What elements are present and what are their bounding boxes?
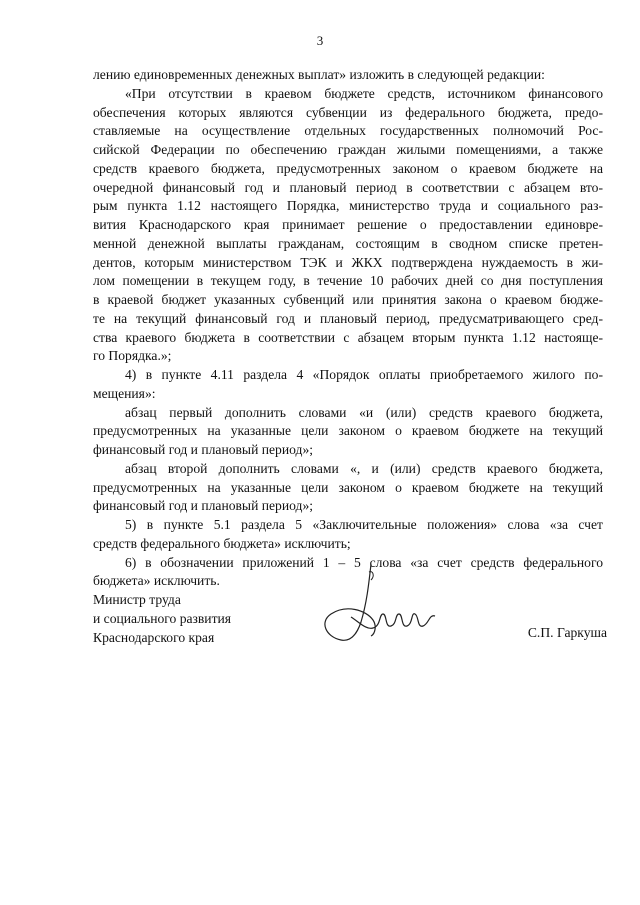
text-line: очередной финансовый год и плановый период в соответствии с абзацем вто- <box>93 179 603 195</box>
text-line: средств федерального бюджета» исключить; <box>93 535 351 551</box>
paragraph <box>93 85 603 366</box>
document-body <box>93 66 603 591</box>
text-line: в краевой бюджет указанных субвенций или принятия закона о краевом бюдже- <box>93 292 603 307</box>
text-line: предусмотренных на указанные цели законом о краевом бюджете на текущий <box>93 423 603 439</box>
signatory-title-line: Министр труда <box>93 592 181 607</box>
text-line: лению единовременных денежных выплат» изложить в следующей редакции: <box>93 67 545 82</box>
signatory-name: С.П. Гаркуша <box>527 625 607 640</box>
text-line: финансовый год и плановый период»; <box>93 442 314 457</box>
paragraph <box>93 366 603 404</box>
paragraph <box>93 516 603 554</box>
text-line: рым пункта 1.12 настоящего Порядка, министерство труда и социального раз- <box>93 198 603 214</box>
text-line: финансовый год и плановый период»; <box>93 498 314 514</box>
text-line: 4) в пункте 4.11 раздела 4 «Порядок оплаты приобретаемого жилого по- <box>125 367 603 382</box>
text-line: мещения»: <box>93 385 156 401</box>
page-number: 3 <box>316 33 324 48</box>
text-line: 5) в пункте 5.1 раздела 5 «Заключительные положения» слова «за счет <box>125 517 603 532</box>
text-line: абзац второй дополнить словами «, и (или) средств краевого бюджета, <box>125 460 603 476</box>
signatory-title-line: и социального развития <box>93 611 232 626</box>
text-line: обеспечения которых являются субвенции из федерального бюджета, предо- <box>93 104 603 120</box>
text-line: те на текущий финансовый год и плановый период, предусматривающего сред- <box>93 310 603 326</box>
text-line: «При отсутствии в краевом бюджете средств, источником финансового <box>125 85 603 101</box>
text-line: абзац первый дополнить словами «и (или) средств краевого бюджета, <box>125 404 603 420</box>
handwritten-signature <box>311 562 441 652</box>
signature-block <box>93 590 613 680</box>
text-line: вития Краснодарского края принимает решение о предоставлении единовре- <box>93 217 603 232</box>
text-line: дентов, которым министерством ТЭК и ЖКХ подтверждена нуждаемость в жи- <box>93 254 603 270</box>
text-line: менной денежной выплаты гражданам, состоящим в сводном списке претен- <box>93 235 603 251</box>
paragraph <box>93 460 603 516</box>
text-line: ства краевого бюджета в соответствии с абзацем вторым пункта 1.12 настояще- <box>93 329 603 345</box>
paragraph <box>93 404 603 460</box>
signatory-title-line: Краснодарского края <box>93 630 215 645</box>
text-line: предусмотренных на указанные цели законом о краевом бюджете на текущий <box>93 479 603 495</box>
text-line: го Порядка.»; <box>93 348 172 364</box>
text-line: средств краевого бюджета, предусмотренных законом о краевом бюджете на <box>93 160 603 176</box>
signatory-title <box>93 590 231 647</box>
text-line: лом помещении в текущем году, в течение 10 рабочих дней со дня поступления <box>93 273 603 289</box>
text-line: ставляемые на осуществление отдельных государственных полномочий Рос- <box>93 123 603 139</box>
text-line: сийской Федерации по обеспечению граждан жилыми помещениями, а также <box>93 142 603 157</box>
paragraph <box>93 66 603 85</box>
text-line: 6) в обозначении приложений 1 – 5 слова «за счет средств федерального <box>125 554 603 570</box>
text-line: бюджета» исключить. <box>93 573 220 589</box>
